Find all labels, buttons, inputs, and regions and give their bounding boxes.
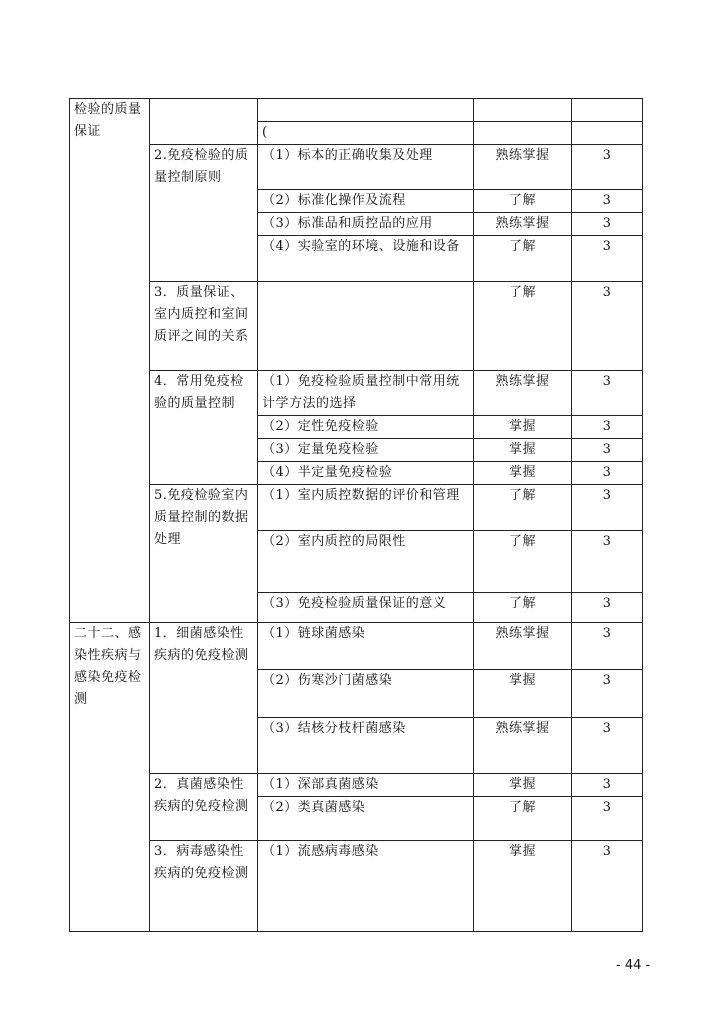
- level-cell: 了解: [474, 485, 572, 531]
- item-cell: [258, 282, 474, 371]
- item-cell: （4）实验室的环境、设施和设备: [258, 236, 474, 282]
- item-cell: （1）标本的正确收集及处理: [258, 145, 474, 190]
- item-cell: （2）定性免疫检验: [258, 416, 474, 439]
- level-cell: 了解: [474, 190, 572, 213]
- level-cell: 熟练掌握: [474, 371, 572, 416]
- table-row: [70, 841, 643, 932]
- subunit-cell: 5.免疫检验室内质量控制的数据处理: [150, 485, 258, 623]
- table-row: [70, 623, 643, 670]
- hours-cell: 3: [572, 623, 643, 670]
- page-number: - 44 -: [616, 958, 651, 973]
- subunit-cell: 3．病毒感染性疾病的免疫检测: [150, 841, 258, 932]
- item-cell: （2）室内质控的局限性: [258, 531, 474, 593]
- level-cell: 熟练掌握: [474, 145, 572, 190]
- level-cell: 掌握: [474, 670, 572, 718]
- hours-cell: 3: [572, 236, 643, 282]
- level-cell: 了解: [474, 236, 572, 282]
- item-cell: （2）伤寒沙门菌感染: [258, 670, 474, 718]
- level-cell: 了解: [474, 531, 572, 593]
- hours-cell: 3: [572, 282, 643, 371]
- item-cell: (: [258, 122, 474, 145]
- item-cell: （3）定量免疫检验: [258, 439, 474, 462]
- hours-cell: 3: [572, 190, 643, 213]
- syllabus-table: [69, 98, 643, 932]
- hours-cell: 3: [572, 462, 643, 485]
- level-cell: 掌握: [474, 841, 572, 932]
- hours-cell: 3: [572, 416, 643, 439]
- hours-cell: 3: [572, 213, 643, 236]
- subunit-cell: 2．真菌感染性疾病的免疫检测: [150, 774, 258, 841]
- unit-cell: 二十二、感染性疾病与感染免疫检测: [70, 623, 150, 932]
- level-cell: 熟练掌握: [474, 718, 572, 774]
- hours-cell: [572, 122, 643, 145]
- hours-cell: 3: [572, 439, 643, 462]
- table-row: [70, 774, 643, 797]
- level-cell: 熟练掌握: [474, 623, 572, 670]
- item-cell: （4）半定量免疫检验: [258, 462, 474, 485]
- table-row: [70, 99, 643, 122]
- level-cell: 掌握: [474, 439, 572, 462]
- level-cell: 掌握: [474, 416, 572, 439]
- hours-cell: 3: [572, 718, 643, 774]
- level-cell: 掌握: [474, 462, 572, 485]
- level-cell: [474, 122, 572, 145]
- level-cell: 了解: [474, 797, 572, 841]
- subunit-cell: 2.免疫检验的质量控制原则: [150, 145, 258, 282]
- subunit-cell: [150, 99, 258, 145]
- item-cell: （1）室内质控数据的评价和管理: [258, 485, 474, 531]
- item-cell: （3）免疫检验质量保证的意义: [258, 593, 474, 623]
- hours-cell: 3: [572, 145, 643, 190]
- level-cell: 熟练掌握: [474, 213, 572, 236]
- item-cell: （2）标准化操作及流程: [258, 190, 474, 213]
- item-cell: （1）链球菌感染: [258, 623, 474, 670]
- hours-cell: 3: [572, 531, 643, 593]
- hours-cell: [572, 99, 643, 122]
- hours-cell: 3: [572, 797, 643, 841]
- subunit-cell: 1．细菌感染性疾病的免疫检测: [150, 623, 258, 774]
- hours-cell: 3: [572, 485, 643, 531]
- item-cell: （1）深部真菌感染: [258, 774, 474, 797]
- level-cell: 了解: [474, 282, 572, 371]
- subunit-cell: 3．质量保证、室内质控和室间质评之间的关系: [150, 282, 258, 371]
- hours-cell: 3: [572, 774, 643, 797]
- table-row: [70, 145, 643, 190]
- item-cell: （1）免疫检验质量控制中常用统计学方法的选择: [258, 371, 474, 416]
- item-cell: （3）标准品和质控品的应用: [258, 213, 474, 236]
- table-row: [70, 282, 643, 371]
- hours-cell: 3: [572, 670, 643, 718]
- unit-cell: 检验的质量保证: [70, 99, 150, 623]
- subunit-cell: 4．常用免疫检验的质量控制: [150, 371, 258, 485]
- item-cell: （3）结核分枝杆菌感染: [258, 718, 474, 774]
- hours-cell: 3: [572, 371, 643, 416]
- item-cell: [258, 99, 474, 122]
- table-row: [70, 371, 643, 416]
- hours-cell: 3: [572, 841, 643, 932]
- hours-cell: 3: [572, 593, 643, 623]
- item-cell: （1）流感病毒感染: [258, 841, 474, 932]
- level-cell: 掌握: [474, 774, 572, 797]
- level-cell: 了解: [474, 593, 572, 623]
- level-cell: [474, 99, 572, 122]
- table-row: [70, 485, 643, 531]
- item-cell: （2）类真菌感染: [258, 797, 474, 841]
